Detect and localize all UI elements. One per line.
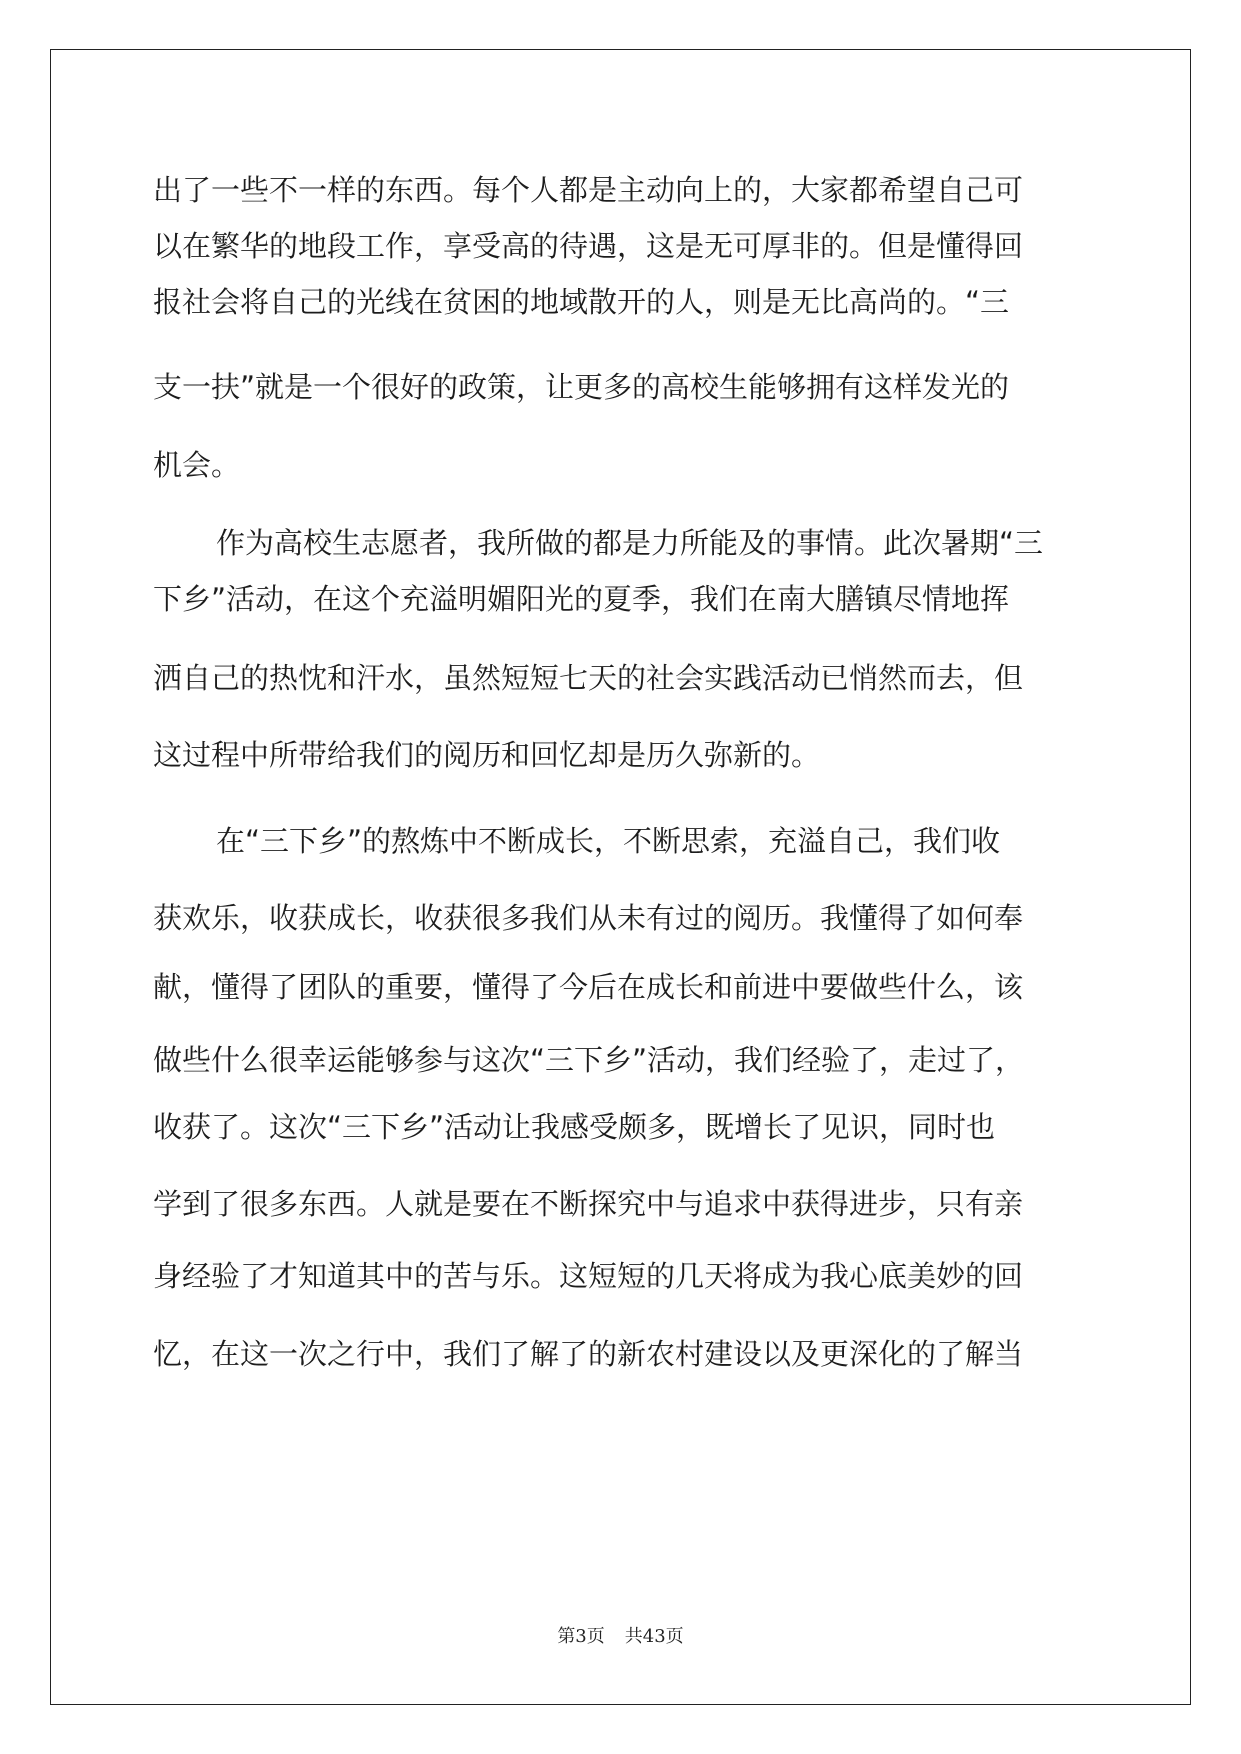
text-line: 支一扶”就是一个很好的政策，让更多的高校生能够拥有这样发光的 (153, 370, 1010, 404)
text-line: 下乡”活动，在这个充溢明媚阳光的夏季，我们在南大膳镇尽情地挥 (153, 582, 1010, 616)
text-line: 身经验了才知道其中的苦与乐。这短短的几天将成为我心底美妙的回 (153, 1259, 1024, 1293)
text-line: 洒自己的热忱和汗水，虽然短短七天的社会实践活动已悄然而去，但 (153, 661, 1024, 695)
text-line: 忆，在这一次之行中，我们了解了的新农村建设以及更深化的了解当 (153, 1337, 1024, 1371)
text-line: 获欢乐，收获成长，收获很多我们从未有过的阅历。我懂得了如何奉 (153, 901, 1024, 935)
text-line: 机会。 (153, 448, 241, 482)
text-line: 学到了很多东西。人就是要在不断探究中与追求中获得进步，只有亲 (153, 1187, 1024, 1221)
text-line: 献，懂得了团队的重要，懂得了今后在成长和前进中要做些什么，该 (153, 970, 1024, 1004)
paragraph-first-line: 在“三下乡”的熬炼中不断成长，不断思索，充溢自己，我们收 (216, 824, 1001, 858)
page-number: 第3页 (557, 1626, 605, 1647)
total-pages: 共43页 (624, 1626, 684, 1647)
paragraph-first-line: 作为高校生志愿者，我所做的都是力所能及的事情。此次暑期“三 (216, 526, 1044, 560)
text-line: 收获了。这次“三下乡”活动让我感受颇多，既增长了见识，同时也 (153, 1110, 996, 1144)
text-line: 出了一些不一样的东西。每个人都是主动向上的，大家都希望自己可 (153, 173, 1024, 207)
text-line: 以在繁华的地段工作，享受高的待遇，这是无可厚非的。但是懂得回 (153, 229, 1024, 263)
page-footer (0, 1625, 1241, 1649)
text-line: 报社会将自己的光线在贫困的地域散开的人，则是无比高尚的。“三 (153, 285, 1010, 319)
text-line: 做些什么很幸运能够参与这次“三下乡”活动，我们经验了，走过了， (153, 1043, 1025, 1077)
text-line: 这过程中所带给我们的阅历和回忆却是历久弥新的。 (153, 738, 821, 772)
